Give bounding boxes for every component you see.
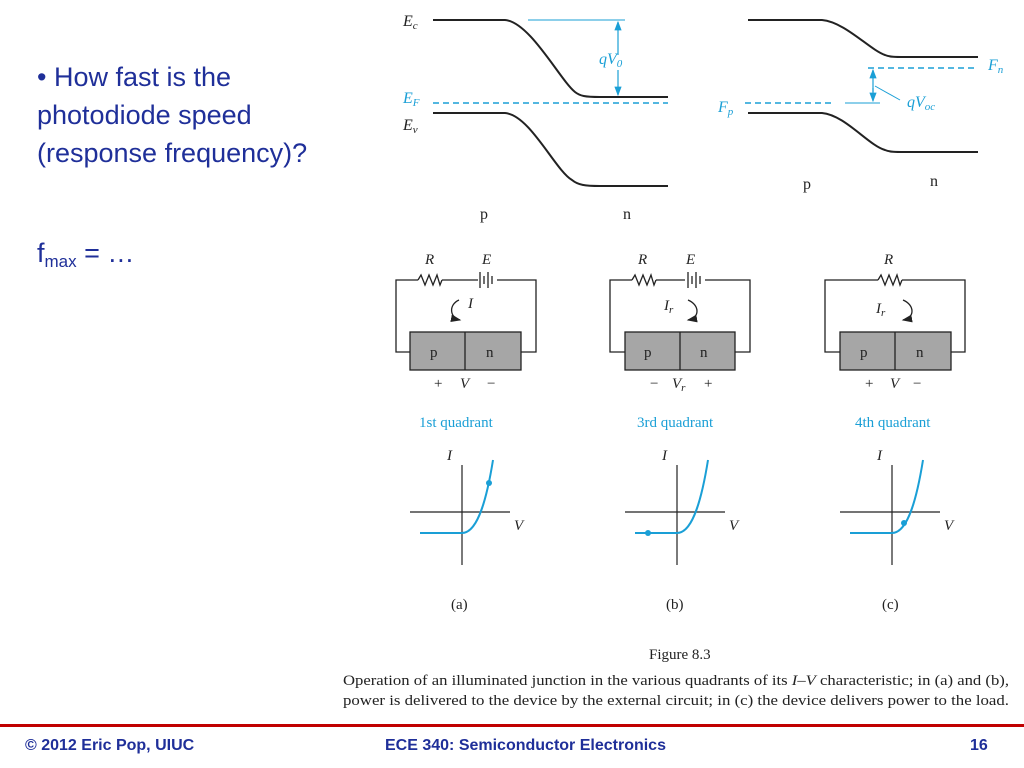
bullet-line-2: photodiode speed xyxy=(37,100,252,130)
footer-course: ECE 340: Semiconductor Electronics xyxy=(385,737,666,754)
circuit-4th-quadrant xyxy=(825,252,965,431)
quadrant-label-c: 4th quadrant xyxy=(855,415,931,431)
footer-divider xyxy=(0,724,1024,727)
footer-copyright: © 2012 Eric Pop, UIUC xyxy=(25,737,195,754)
fmax-tail: = … xyxy=(76,238,135,268)
resistor-c xyxy=(878,275,902,285)
figure-title: Figure 8.3 xyxy=(649,647,711,663)
ec-label: Ec xyxy=(403,13,418,32)
ir-label-b: $I_r$ xyxy=(664,298,674,316)
n-label-c: n xyxy=(916,345,924,361)
battery-b xyxy=(688,272,700,288)
ef-label: EF xyxy=(403,90,420,109)
v-label-c: V xyxy=(890,376,900,392)
battery-a xyxy=(480,272,492,288)
plus-label-c: + xyxy=(865,376,874,392)
ir-label-c: $I_r$ xyxy=(876,301,886,319)
r-label-c: R xyxy=(884,252,894,268)
band-right-n-label: n xyxy=(930,173,938,190)
iv-graph-b xyxy=(625,448,740,613)
n-label-b: n xyxy=(700,345,708,361)
e-label-a: E xyxy=(482,252,492,268)
conduction-band-edge xyxy=(433,20,668,97)
plus-label-b: + xyxy=(704,376,713,392)
bullet-line-3: (response frequency)? xyxy=(37,138,308,168)
i-label-a: I xyxy=(468,296,473,312)
p-label-c: p xyxy=(860,345,868,361)
caption-c: (c) xyxy=(882,597,899,613)
operating-point-a xyxy=(486,480,492,486)
operating-point-b xyxy=(645,530,651,536)
r-label-a: R xyxy=(425,252,435,268)
r-label-b: R xyxy=(638,252,648,268)
circuit-1st-quadrant xyxy=(396,252,536,431)
band-right-p-label: p xyxy=(803,176,811,193)
e-label-b: E xyxy=(686,252,696,268)
band-diagram-equilibrium xyxy=(402,13,668,223)
v-label-a: V xyxy=(460,376,470,392)
iv-curve-a xyxy=(420,460,493,533)
valence-band-edge xyxy=(433,113,668,186)
current-arrow-b xyxy=(688,300,697,320)
minus-label-c: − xyxy=(913,376,922,392)
valence-band-edge-illuminated xyxy=(748,113,978,152)
quadrant-label-a: 1st quadrant xyxy=(419,415,493,431)
vr-label-b: $V_r$ xyxy=(672,376,686,394)
n-label-a: n xyxy=(486,345,494,361)
iv-v-label-b: V xyxy=(729,518,739,534)
caption-b: (b) xyxy=(666,597,684,613)
resistor-b xyxy=(632,275,656,285)
band-left-p-label: p xyxy=(480,206,488,223)
figure-caption-line-1: Operation of an illuminated junction in the various quadrants of its I–V characteristic; in (a) and (b), xyxy=(343,673,990,689)
fmax-sub: max xyxy=(44,252,77,271)
circuit-3rd-quadrant xyxy=(610,252,750,431)
ev-label: Ev xyxy=(403,117,418,136)
bullet-line-1: • How fast is the xyxy=(37,62,232,92)
quadrant-label-b: 3rd quadrant xyxy=(637,415,714,431)
operating-point-c xyxy=(901,520,907,526)
iv-curve-b xyxy=(635,460,708,533)
iv-i-label-a: I xyxy=(447,448,452,464)
current-arrow-a xyxy=(452,300,460,320)
iv-graph-c xyxy=(840,448,955,613)
iv-v-label-c: V xyxy=(944,518,954,534)
iv-graph-a xyxy=(410,448,525,613)
fp-label: Fp xyxy=(718,99,734,118)
p-label-b: p xyxy=(644,345,652,361)
caption-a: (a) xyxy=(451,597,468,613)
iv-curve-c xyxy=(850,460,923,533)
current-arrow-c xyxy=(903,300,912,320)
resistor-a xyxy=(418,275,442,285)
qvoc-leader xyxy=(875,86,900,100)
plus-label-a: + xyxy=(434,376,443,392)
iv-i-label-c: I xyxy=(877,448,882,464)
iv-v-label-a: V xyxy=(514,518,524,534)
fn-label: Fn xyxy=(988,57,1004,76)
band-diagram-illuminated xyxy=(717,20,1004,193)
minus-label-a: − xyxy=(487,376,496,392)
conduction-band-edge-illuminated xyxy=(748,20,978,57)
band-left-n-label: n xyxy=(623,206,631,223)
qv0-label: qV0 xyxy=(599,51,623,70)
minus-label-b: − xyxy=(650,376,659,392)
figure-caption-line-2: power is delivered to the device by the external circuit; in (c) the device delivers power to the load. xyxy=(343,693,1009,709)
footer-page-number: 16 xyxy=(970,737,988,754)
fmax-f: f xyxy=(37,238,45,268)
p-label-a: p xyxy=(430,345,438,361)
qvoc-label: qVoc xyxy=(907,94,936,113)
iv-i-label-b: I xyxy=(662,448,667,464)
